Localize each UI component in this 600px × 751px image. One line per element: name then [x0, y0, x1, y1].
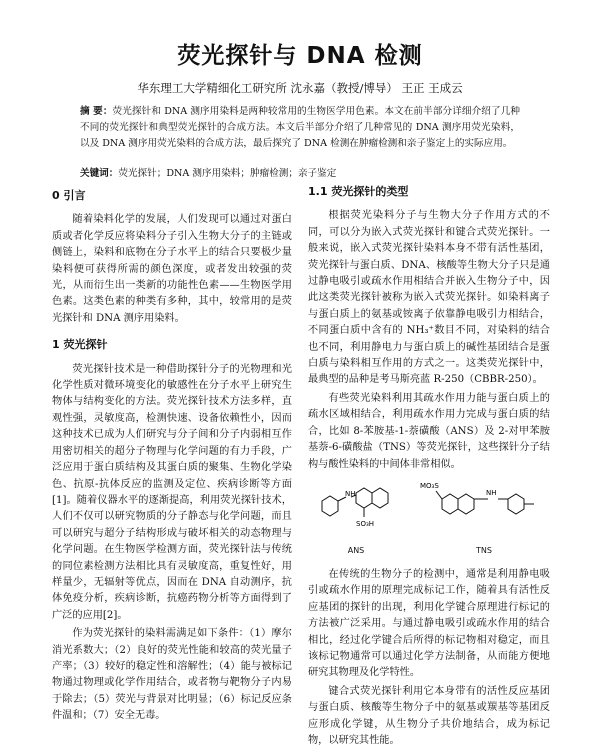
- section-heading-probes: 1 荧光探针: [52, 338, 108, 352]
- keywords: [80, 166, 520, 182]
- abstract-label: 摘 要：: [80, 106, 113, 117]
- probes-paragraph-1: 荧光探针技术是一种借助探针分子的光物理和光化学性质对微环境变化的敏感性在分子水平上研究生物体与结构变化的方法。荧光探针技术方法多样，直观性强，灵敏度高，检测快速、设备依赖性小，因而这种技术已成为人们研究与分子间和分子内弱相互作用密切相关的超分子物理与化学问题的有力手段，广泛应用于蛋白质结构及其蛋白质的聚集、生物化学染色、抗原-抗体反应的监测及定位、疾病诊断等方面[1]。随着仪器水平的逐渐提高，利用荧光探针技术，人们不仅可以研究物质的分子静态与化学问题，而且可以研究与超分子结构形成与破坏相关的动态物理与化学问题。在生物医学检测方面，荧光探针法与传统的同位素检测方法相比具有灵敏度高，重复性好，用样量少，无辐射等优点，因而在 DNA 自动测序，抗体免疫分析，疾病诊断，抗癌药物分析等方面得到了广泛的应用[2]。: [52, 363, 292, 621]
- left-column: [52, 184, 292, 727]
- intro-paragraph: 随着染料化学的发展，人们发现可以通过对蛋白质或者化学反应将染料分子引入生物大分子的主链或侧链上，染料和底物在分子水平上的结合只要极少量染料便可获得所需的颜色深度，或者发出较强的荧光，从而衍生出一类新的功能性色素——生物医学用色素。这类色素的种类有多种，其中，较常用的是荧光探针和 DNA 测序用染料。: [52, 214, 292, 324]
- ans-molecule-drawing: [308, 473, 404, 535]
- abstract: [80, 104, 520, 152]
- keywords-text: 荧光探针；DNA 测序用染料；肿瘤检测；亲子鉴定: [118, 168, 337, 179]
- abstract-text: 荧光探针和 DNA 测序用染料是两种较常用的生物医学用色素。本文在前半部分详细介绍了几种不同的荧光探针和典型荧光探针的合成方法。本文后半部分介绍了几种常见的 DNA 测序用荧光染料，以及 DNA 测序用荧光染料的合成方法，最后探究了 DNA 检测在肿瘤检测和亲子鉴定上的实际应用。: [80, 106, 520, 149]
- tns-group-label: MO₃S: [420, 482, 439, 491]
- tns-structure: [418, 473, 550, 559]
- probes-paragraph-2: 作为荧光探针的染料需满足如下条件：（1）摩尔消光系数大；（2）良好的荧光性能和较高的荧光量子产率；（3）较好的稳定性和溶解性；（4）能与被标记物通过物理或化学作用结合，或者物与靶物分子内易于除去；（5）荧光与背景对比明显；（6）标记反应条件温和；（7）安全无毒。: [52, 628, 292, 722]
- tns-molecule-drawing: [418, 473, 550, 535]
- page-title: 荧光探针与 DNA 检测: [177, 43, 423, 69]
- ans-structure: [308, 473, 404, 559]
- probe-types-paragraph-4: 键合式荧光探针利用它本身带有的活性反应基团与蛋白质、核酸等生物分子中的氨基或羰基等基团反应形成化学键，从生物分子共价地结合，成为标记物，以研究其性能。: [308, 685, 550, 746]
- chemical-structures-figure: [308, 481, 550, 559]
- section-heading-probe-types: 1.1 荧光探针的类型: [308, 185, 409, 198]
- ans-nh-label: NH: [345, 490, 356, 499]
- probe-types-paragraph-1: 根据荧光染料分子与生物大分子作用方式的不同，可以分为嵌入式荧光探针和键合式荧光探针。一般来说，嵌入式荧光探针染料本身不带有活性基团，荧光探针与蛋白质、DNA、核酸等生物大分子只是通过静电吸引或疏水作用相结合并嵌入生物分子中，因此这类荧光探针被称为嵌入式荧光探针。如染料离子与蛋白质上的氨基或铵离子依靠静电吸引力相结合，不同蛋白质中含有的 NH₃⁺数目不同，对染料的结合也不同，利用静电力与蛋白质上的碱性基团结合是蛋白质与染料相互作用的方式之一。这类荧光探针中，最典型的品种是考马斯亮蓝 R-250（CBBR-250）。: [308, 210, 550, 386]
- ans-label: ANS: [347, 545, 365, 555]
- ans-group-label: SO₃H: [356, 520, 375, 529]
- author-line: 华东理工大学精细化工研究所 沈永嘉（教授/博导） 王正 王成云: [137, 81, 463, 95]
- probe-types-paragraph-3: 在传统的生物分子的检测中，通常是利用静电吸引或疏水作用的原理完成标记工作，随着具有活性反应基团的探针的出现，利用化学键合原理进行标记的方法被广泛采用。与通过静电吸引或疏水作用的结合相比，经过化学键合后所得的标记物相对稳定，而且该标记物通常可以通过化学方法制备，从而能方便地研究其物理及化学特性。: [308, 568, 550, 679]
- keywords-label: 关键词：: [80, 168, 119, 179]
- tns-nh-label: NH: [486, 489, 497, 498]
- probe-types-paragraph-2: 有些荧光染料利用其疏水作用力能与蛋白质上的疏水区域相结合，利用疏水作用力完成与蛋白质的结合，比如 8-苯胺基-1-萘磺酸（ANS）及 2-对甲苯胺基萘-6-磺酸盐（TNS）等荧光探针，这些探针分子结构与酸性染料的中间体非常相似。: [308, 392, 550, 470]
- tns-label: TNS: [476, 545, 492, 555]
- right-column: [308, 184, 550, 751]
- section-heading-intro: 0 引言: [52, 189, 86, 202]
